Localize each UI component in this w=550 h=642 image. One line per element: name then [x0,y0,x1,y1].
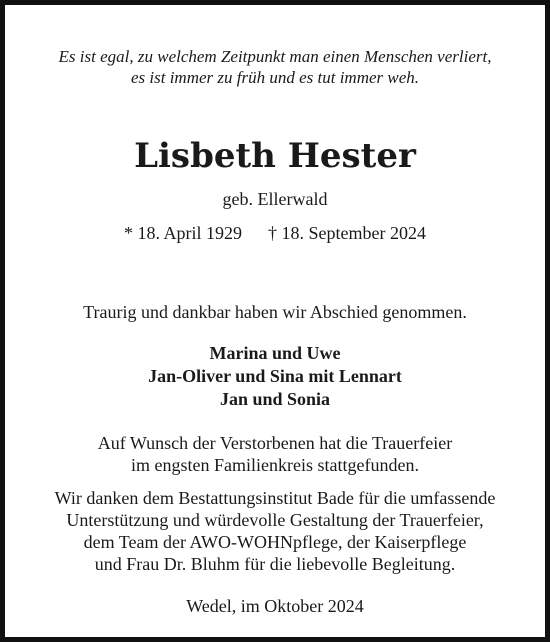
funeral-note-line-2: im engsten Familienkreis stattgefunden. [131,455,419,475]
death-date: 18. September 2024 [281,223,426,243]
quote-line-1: Es ist egal, zu welchem Zeitpunkt man einen Menschen verliert, [58,47,492,66]
thanks-line: dem Team der AWO-WOHNpflege, der Kaiserpflege [83,532,467,552]
birth-symbol: * [124,223,133,243]
life-dates [5,222,545,244]
thanks-line: Wir danken dem Bestattungsinstitut Bade für die umfassende [54,488,496,508]
funeral-note-line-1: Auf Wunsch der Verstorbenen hat die Trauerfeier [97,433,453,453]
death-symbol: † [268,223,278,243]
maiden-name: geb. Ellerwald [222,189,328,209]
quote-line-2: es ist immer zu früh und es tut immer weh. [130,68,420,87]
farewell-text: Traurig und dankbar haben wir Abschied genommen. [83,302,467,322]
family-member-line: Marina und Uwe [209,343,341,363]
birth-date: 18. April 1929 [137,223,243,243]
place-date: Wedel, im Oktober 2024 [186,596,364,616]
thanks-line: Unterstützung und würdevolle Gestaltung der Trauerfeier, [66,510,484,530]
family-member-line: Jan und Sonia [219,389,331,409]
family-member-line: Jan-Oliver und Sina mit Lennart [148,366,402,386]
thanks-line: und Frau Dr. Bluhm für die liebevolle Begleitung. [94,554,456,574]
deceased-name: Lisbeth Hester [134,136,416,176]
